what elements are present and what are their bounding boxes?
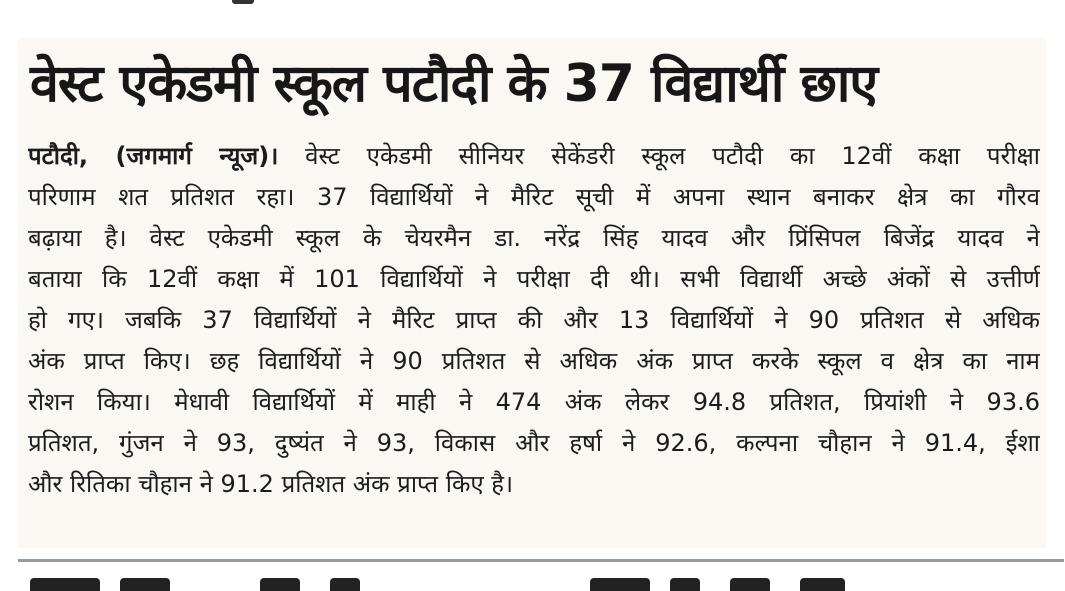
article-headline: वेस्ट एकेडमी स्कूल पटौदी के 37 विद्यार्थी छाए	[30, 54, 878, 114]
article-line: हो गए। जबकि 37 विद्यार्थियों ने मैरिट प्राप्त की और 13 विद्यार्थियों ने 90 प्रतिशत से अधिक	[28, 306, 1040, 334]
article-line: बढ़ाया है। वेस्ट एकेडमी स्कूल के चेयरमैन डा. नरेंद्र सिंह यादव और प्रिंसिपल बिजेंद्र यादव ने	[28, 224, 1040, 252]
cropped-text-top	[0, 0, 1065, 6]
column-divider	[18, 559, 1064, 562]
article-line	[28, 136, 1040, 177]
news-article	[18, 38, 1046, 548]
article-line: और रितिका चौहान ने 91.2 प्रतिशत अंक प्राप्त किए है।	[28, 470, 514, 498]
article-line: रोशन किया। मेधावी विद्यार्थियों में माही ने 474 अंक लेकर 94.8 प्रतिशत, प्रियांशी ने 93.6	[28, 388, 1040, 416]
article-line: अंक प्राप्त किए। छह विद्यार्थियों ने 90 प्रतिशत से अधिक अंक प्राप्त करके स्कूल व क्षेत्र का नाम	[28, 347, 1040, 375]
cropped-text-bottom	[30, 578, 850, 591]
article-line: प्रतिशत, गुंजन ने 93, दुष्यंत ने 93, विकास और हर्षा ने 92.6, कल्पना चौहान ने 91.4, ईशा	[28, 429, 1040, 457]
article-line: परिणाम शत प्रतिशत रहा। 37 विद्यार्थियों ने मैरिट सूची में अपना स्थान बनाकर क्षेत्र का गौरव	[28, 183, 1040, 211]
article-body	[28, 136, 1040, 505]
article-dateline: पटौदी, (जगमार्ग न्यूज)।	[28, 142, 279, 170]
article-line-text: वेस्ट एकेडमी सीनियर सेकेंडरी स्कूल पटौदी का 12वीं कक्षा परीक्षा	[305, 142, 1040, 170]
article-line: बताया कि 12वीं कक्षा में 101 विद्यार्थियों ने परीक्षा दी थी। सभी विद्यार्थी अच्छे अंकों से उत्तीर्ण	[28, 265, 1040, 293]
